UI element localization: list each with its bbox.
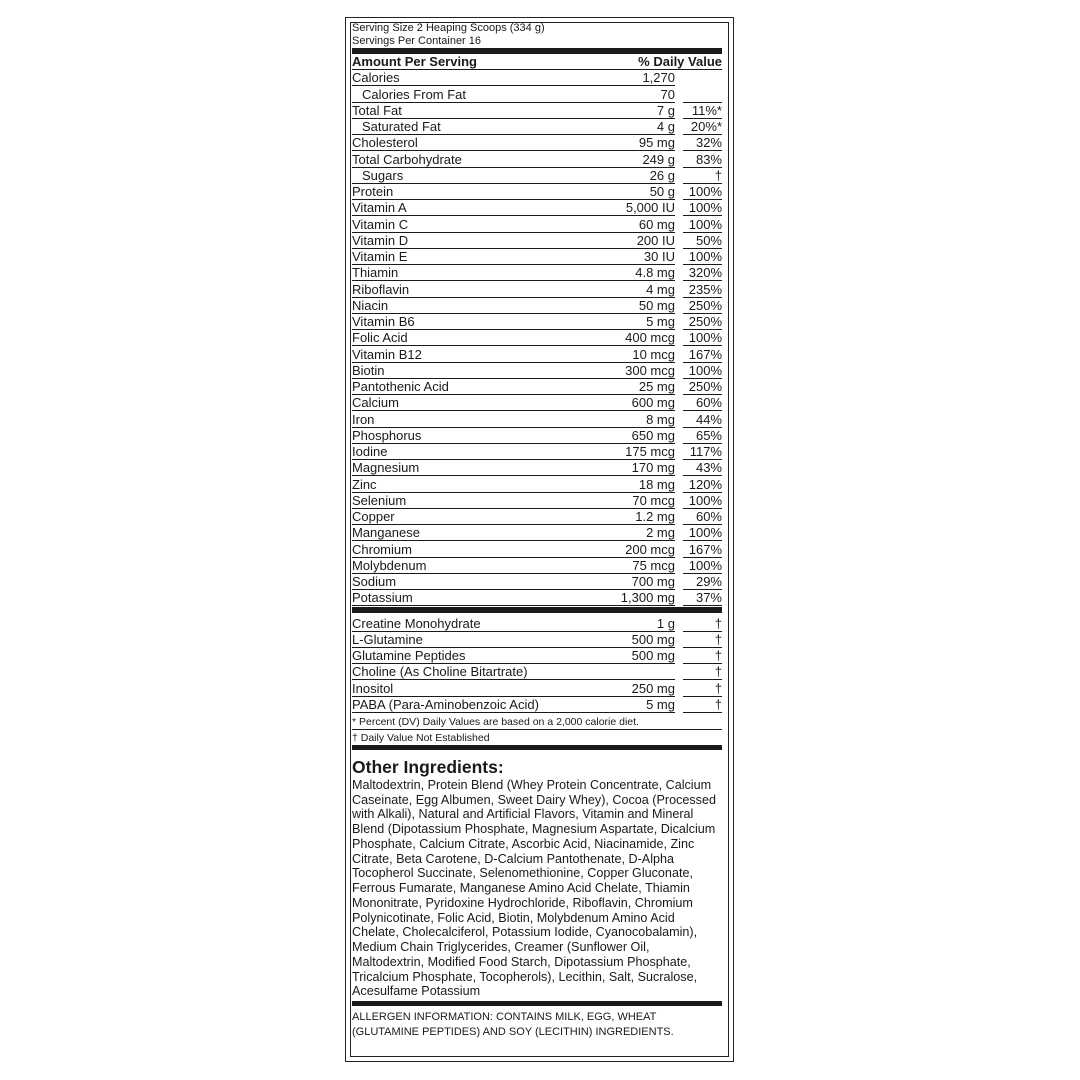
nutrient-name: Potassium	[352, 589, 615, 606]
nutrient-amount: 2 mg	[615, 524, 675, 541]
percent-daily-value-footnote: * Percent (DV) Daily Values are based on a 2,000 calorie diet.	[352, 713, 722, 730]
nutrient-amount: 25 mg	[615, 378, 675, 395]
extra-ingredient-list	[352, 615, 722, 713]
table-row	[352, 119, 722, 135]
table-row	[352, 233, 722, 249]
nutrient-amount: 300 mcg	[615, 362, 675, 379]
daily-value-percent: 100%	[683, 492, 722, 509]
nutrient-amount: 400 mcg	[615, 329, 675, 346]
nutrient-amount: 175 mcg	[615, 443, 675, 460]
calories-from-fat-row	[352, 86, 722, 102]
nutrient-name: Calcium	[352, 394, 615, 411]
nutrient-amount: 500 mg	[615, 647, 675, 664]
nutrient-amount: 5 mg	[615, 313, 675, 330]
nutrient-name: Folic Acid	[352, 329, 615, 346]
table-row	[352, 168, 722, 184]
nutrient-name: Total Fat	[352, 102, 615, 119]
daily-value-percent: †	[683, 696, 722, 713]
nutrient-name: Chromium	[352, 540, 615, 557]
nutrient-amount: 650 mg	[615, 427, 675, 444]
divider-thick	[352, 1001, 722, 1006]
calories-from-fat-name: Calories From Fat	[352, 86, 615, 102]
nutrient-amount: 50 mg	[615, 297, 675, 314]
nutrient-name: Saturated Fat	[352, 119, 615, 135]
daily-value-percent: 20%*	[683, 118, 722, 135]
nutrient-name: Iron	[352, 410, 615, 427]
table-row	[352, 509, 722, 525]
table-row	[352, 680, 722, 696]
daily-value-percent: †	[683, 679, 722, 696]
table-row	[352, 428, 722, 444]
daily-value-percent: 250%	[683, 378, 722, 395]
nutrient-amount: 1.2 mg	[615, 508, 675, 525]
table-row	[352, 558, 722, 574]
calories-from-fat-amount: 70	[615, 85, 675, 102]
nutrient-amount: 200 IU	[615, 232, 675, 249]
daily-value-percent: 117%	[683, 443, 722, 460]
calories-row	[352, 70, 722, 86]
nutrient-name: Riboflavin	[352, 280, 615, 297]
nutrient-name: PABA (Para-Aminobenzoic Acid)	[352, 696, 615, 713]
nutrient-amount: 700 mg	[615, 573, 675, 590]
serving-size: Serving Size 2 Heaping Scoops (334 g)	[352, 22, 545, 34]
nutrient-amount: 170 mg	[615, 459, 675, 476]
daily-value-percent: 32%	[683, 134, 722, 151]
daily-value-percent: †	[683, 647, 722, 664]
nutrient-amount: 4.8 mg	[615, 264, 675, 281]
nutrient-amount: 7 g	[615, 102, 675, 119]
table-row	[352, 346, 722, 362]
nutrient-name: Vitamin A	[352, 199, 615, 216]
table-row	[352, 632, 722, 648]
nutrient-amount: 600 mg	[615, 394, 675, 411]
nutrient-name: Thiamin	[352, 264, 615, 281]
table-header	[352, 54, 722, 70]
table-row	[352, 330, 722, 346]
nutrient-amount: 1 g	[615, 614, 675, 631]
table-row	[352, 249, 722, 265]
table-row	[352, 476, 722, 492]
table-row	[352, 444, 722, 460]
table-row	[352, 574, 722, 590]
daily-value-percent: †	[683, 631, 722, 648]
table-row	[352, 615, 722, 631]
table-row	[352, 151, 722, 167]
table-row	[352, 363, 722, 379]
table-row	[352, 265, 722, 281]
table-row	[352, 379, 722, 395]
nutrient-name: Copper	[352, 508, 615, 525]
nutrient-amount: 250 mg	[615, 679, 675, 696]
daily-value-percent: 50%	[683, 232, 722, 249]
nutrient-name: Iodine	[352, 443, 615, 460]
daily-value-percent: 100%	[683, 215, 722, 232]
table-row	[352, 216, 722, 232]
daily-value-percent: 29%	[683, 573, 722, 590]
nutrient-name: Creatine Monohydrate	[352, 614, 615, 631]
nutrient-name: Zinc	[352, 475, 615, 492]
nutrient-name: Glutamine Peptides	[352, 647, 615, 664]
daily-value-percent: 65%	[683, 427, 722, 444]
nutrient-amount: 8 mg	[615, 410, 675, 427]
nutrient-amount: 500 mg	[615, 631, 675, 648]
calories-amount: 1,270	[615, 69, 675, 86]
nutrient-amount: 70 mcg	[615, 492, 675, 509]
other-ingredients-title: Other Ingredients:	[352, 756, 504, 777]
nutrient-name: Vitamin D	[352, 232, 615, 249]
nutrient-name: Inositol	[352, 679, 615, 696]
nutrient-name: Vitamin B6	[352, 313, 615, 330]
table-row	[352, 135, 722, 151]
table-row	[352, 648, 722, 664]
nutrient-name: Protein	[352, 183, 615, 200]
table-row	[352, 395, 722, 411]
daily-value-percent: 100%	[683, 199, 722, 216]
table-row	[352, 460, 722, 476]
nutrient-name: Sodium	[352, 573, 615, 590]
table-row	[352, 103, 722, 119]
nutrient-name: Vitamin E	[352, 248, 615, 265]
nutrition-label-panel	[345, 17, 734, 1062]
daily-value-percent: 83%	[683, 150, 722, 167]
daily-value-percent: 44%	[683, 410, 722, 427]
daily-value-percent: 120%	[683, 475, 722, 492]
daily-value-percent: 37%	[683, 589, 722, 606]
daily-value-percent: †	[683, 614, 722, 631]
daily-value-not-established-footnote: † Daily Value Not Established	[352, 731, 490, 744]
table-row	[352, 493, 722, 509]
nutrient-name: Selenium	[352, 492, 615, 509]
table-row	[352, 281, 722, 297]
nutrient-name: Sugars	[352, 168, 615, 184]
nutrient-name: Choline (As Choline Bitartrate)	[352, 663, 615, 680]
nutrient-amount: 5,000 IU	[615, 199, 675, 216]
nutrient-name: Pantothenic Acid	[352, 378, 615, 395]
table-row	[352, 697, 722, 713]
nutrient-amount: 5 mg	[615, 696, 675, 713]
nutrient-amount: 4 mg	[615, 280, 675, 297]
nutrient-name: Molybdenum	[352, 557, 615, 574]
table-row	[352, 590, 722, 606]
daily-value-percent: 100%	[683, 362, 722, 379]
daily-value-percent: 250%	[683, 313, 722, 330]
nutrient-amount: 18 mg	[615, 475, 675, 492]
daily-value-percent: 235%	[683, 280, 722, 297]
amount-per-serving-label: Amount Per Serving	[352, 54, 477, 69]
daily-value-percent: 320%	[683, 264, 722, 281]
other-ingredients-text: Maltodextrin, Protein Blend (Whey Protein Concentrate, Calcium Caseinate, Egg Albumen, Sweet Dairy Whey), Cocoa (Processed with Alkali), Natural and Artificial Flavors, Vitamin and Mineral Blend (Dipotassium Phosphate, Magnesium Aspartate, Dicalcium Phosphate, Calcium Citrate, Ascorbic Acid, Niacinamide, Zinc Citrate, Beta Carotene, D-Calcium Pantothenate, D-Alpha Tocopherol Succinate, Selenomethionine, Copper Gluconate, Ferrous Fumarate, Manganese Amino Acid Chelate, Thiamin Mononitrate, Pyridoxine Hydrochloride, Riboflavin, Chromium Polynicotinate, Folic Acid, Biotin, Molybdenum Amino Acid Chelate, Cholecalciferol, Potassium Iodide, Cyanocobalamin), Medium Chain Triglycerides, Creamer (Sunflower Oil, Maltodextrin, Modified Food Starch, Dipotassium Phosphate, Tricalcium Phosphate, Tocopherols), Lecithin, Salt, Sucralose, Acesulfame Potassium	[352, 777, 716, 999]
table-row	[352, 298, 722, 314]
table-row	[352, 411, 722, 427]
nutrient-name: Total Carbohydrate	[352, 150, 615, 167]
daily-value-percent: 100%	[683, 557, 722, 574]
table-row	[352, 184, 722, 200]
nutrient-name: Vitamin C	[352, 215, 615, 232]
nutrient-amount: 75 mcg	[615, 557, 675, 574]
nutrient-name: L-Glutamine	[352, 631, 615, 648]
daily-value-percent: 167%	[683, 345, 722, 362]
daily-value-percent: 11%*	[683, 102, 722, 119]
nutrient-name: Biotin	[352, 362, 615, 379]
nutrient-name: Vitamin B12	[352, 345, 615, 362]
table-row	[352, 200, 722, 216]
daily-value-percent: 250%	[683, 297, 722, 314]
divider-thick	[352, 745, 722, 750]
daily-value-percent: 43%	[683, 459, 722, 476]
daily-value-percent: 167%	[683, 540, 722, 557]
nutrient-amount: 30 IU	[615, 248, 675, 265]
daily-value-percent: 100%	[683, 248, 722, 265]
table-row	[352, 525, 722, 541]
serving-info	[352, 22, 722, 48]
calories-name: Calories	[352, 69, 615, 86]
nutrient-amount: 60 mg	[615, 215, 675, 232]
nutrient-name: Phosphorus	[352, 427, 615, 444]
nutrient-amount: 1,300 mg	[615, 589, 675, 606]
allergen-information: ALLERGEN INFORMATION: CONTAINS MILK, EGG, WHEAT (GLUTAMINE PEPTIDES) AND SOY (LECITHIN) INGREDIENTS.	[352, 1011, 674, 1038]
table-row	[352, 541, 722, 557]
nutrient-name: Magnesium	[352, 459, 615, 476]
daily-value-label: % Daily Value	[638, 54, 722, 69]
nutrient-list	[352, 103, 722, 607]
daily-value-percent: †	[683, 167, 722, 184]
daily-value-percent: 100%	[683, 329, 722, 346]
daily-value-percent: 100%	[683, 524, 722, 541]
nutrient-amount: 95 mg	[615, 134, 675, 151]
table-row	[352, 314, 722, 330]
nutrient-name: Manganese	[352, 524, 615, 541]
nutrient-amount: 10 mcg	[615, 345, 675, 362]
nutrient-amount	[615, 663, 675, 680]
nutrient-amount: 26 g	[615, 167, 675, 184]
nutrient-amount: 50 g	[615, 183, 675, 200]
nutrition-label-content	[352, 22, 722, 1040]
daily-value-percent: 100%	[683, 183, 722, 200]
nutrient-amount: 4 g	[615, 118, 675, 135]
nutrient-amount: 249 g	[615, 150, 675, 167]
nutrient-name: Niacin	[352, 297, 615, 314]
daily-value-percent: †	[683, 663, 722, 680]
nutrient-amount: 200 mcg	[615, 540, 675, 557]
nutrient-name: Cholesterol	[352, 134, 615, 151]
daily-value-percent: 60%	[683, 394, 722, 411]
daily-value-percent: 60%	[683, 508, 722, 525]
table-row	[352, 664, 722, 680]
servings-per-container: Servings Per Container 16	[352, 34, 482, 47]
